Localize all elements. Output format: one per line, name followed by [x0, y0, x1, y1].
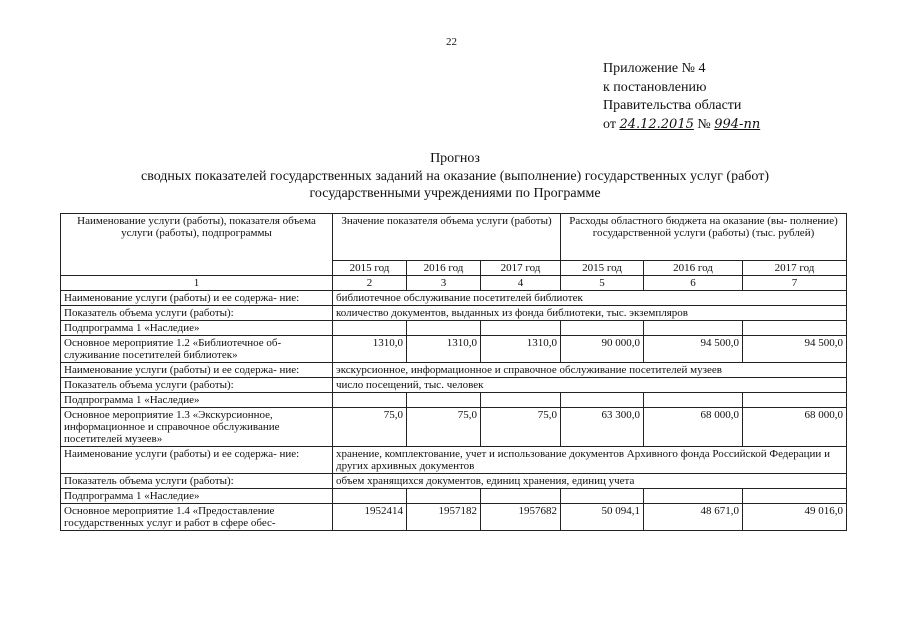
column-number: 6: [644, 276, 743, 291]
subprogram-label: Подпрограмма 1 «Наследие»: [61, 393, 333, 408]
service-value: хранение, комплектование, учет и использование документов Архивного фонда Российской Федерации и других архивных документов: [333, 447, 847, 474]
table-row: [61, 291, 847, 306]
subprogram-label: Подпрограмма 1 «Наследие»: [61, 321, 333, 336]
indicators-table: [60, 213, 847, 531]
column-number: 5: [561, 276, 644, 291]
column-number: 1: [61, 276, 333, 291]
table-row: [61, 306, 847, 321]
value-cell: 90 000,0: [561, 336, 644, 363]
table-row: [61, 474, 847, 489]
activity-label: Основное мероприятие 1.4 «Предоставление государственных услуг и работ в сфере обес-: [61, 504, 333, 531]
header-expenses-group: Расходы областного бюджета на оказание (вы- полнение) государственной услуги (работы) (тыс. рублей): [561, 214, 847, 261]
page-number: 22: [446, 36, 457, 48]
header-year: 2015 год: [333, 261, 407, 276]
value-cell: 1957182: [407, 504, 481, 531]
document-title: Прогноз: [430, 151, 480, 166]
column-number: 3: [407, 276, 481, 291]
handwritten-number: 994-пп: [714, 116, 761, 132]
column-number: 2: [333, 276, 407, 291]
header-year: 2015 год: [561, 261, 644, 276]
header-year: 2016 год: [644, 261, 743, 276]
value-cell: 68 000,0: [743, 408, 847, 447]
column-number: 4: [481, 276, 561, 291]
value-cell: 63 300,0: [561, 408, 644, 447]
value-cell: 49 016,0: [743, 504, 847, 531]
value-cell: 75,0: [333, 408, 407, 447]
activity-label: Основное мероприятие 1.2 «Библиотечное об- служивание посетителей библиотек»: [61, 336, 333, 363]
appendix-date-line: [603, 116, 760, 135]
table-row: [61, 363, 847, 378]
header-year: 2017 год: [743, 261, 847, 276]
header-year: 2016 год: [407, 261, 481, 276]
table-row: [61, 378, 847, 393]
document-subtitle-line1: сводных показателей государственных заданий на оказание (выполнение) государственных услуг (работ): [140, 169, 770, 184]
service-label: Наименование услуги (работы) и ее содержа- ние:: [61, 291, 333, 306]
indicator-label: Показатель объема услуги (работы):: [61, 306, 333, 321]
value-cell: 94 500,0: [644, 336, 743, 363]
from-label: от: [603, 116, 616, 132]
column-number: 7: [743, 276, 847, 291]
value-cell: 68 000,0: [644, 408, 743, 447]
table-row: [61, 393, 847, 408]
header-year: 2017 год: [481, 261, 561, 276]
value-cell: 1952414: [333, 504, 407, 531]
indicator-value: объем хранящихся документов, единиц хранения, единиц учета: [333, 474, 847, 489]
appendix-title: Приложение № 4: [603, 61, 706, 76]
value-cell: 94 500,0: [743, 336, 847, 363]
service-value: библиотечное обслуживание посетителей библиотек: [333, 291, 847, 306]
document-subtitle-line2: государственными учреждениями по Программе: [309, 186, 601, 201]
appendix-header: [603, 60, 760, 134]
value-cell: 1310,0: [407, 336, 481, 363]
value-cell: 50 094,1: [561, 504, 644, 531]
indicator-value: количество документов, выданных из фонда библиотеки, тыс. экземпляров: [333, 306, 847, 321]
value-cell: 48 671,0: [644, 504, 743, 531]
activity-label: Основное мероприятие 1.3 «Экскурсионное, информационное и справочное обслуживание посетителей музеев»: [61, 408, 333, 447]
indicator-value: число посещений, тыс. человек: [333, 378, 847, 393]
table-row: [61, 408, 847, 447]
service-label: Наименование услуги (работы) и ее содержа- ние:: [61, 447, 333, 474]
value-cell: 1310,0: [333, 336, 407, 363]
indicator-label: Показатель объема услуги (работы):: [61, 378, 333, 393]
table-row: [61, 504, 847, 531]
subprogram-label: Подпрограмма 1 «Наследие»: [61, 489, 333, 504]
value-cell: 1310,0: [481, 336, 561, 363]
service-label: Наименование услуги (работы) и ее содержа- ние:: [61, 363, 333, 378]
table-header-row: [61, 214, 847, 261]
appendix-resolution: к постановлению: [603, 79, 707, 95]
appendix-government: Правительства области: [603, 98, 742, 113]
header-service-name: Наименование услуги (работы), показателя объема услуги (работы), подпрограммы: [61, 214, 333, 276]
handwritten-date: 24.12.2015: [619, 116, 694, 132]
table-row: [61, 336, 847, 363]
value-cell: 75,0: [481, 408, 561, 447]
header-volume-group: Значение показателя объема услуги (работы): [333, 214, 561, 261]
indicator-label: Показатель объема услуги (работы):: [61, 474, 333, 489]
number-label: №: [697, 116, 711, 132]
table-row: [61, 447, 847, 474]
value-cell: 1957682: [481, 504, 561, 531]
table-row: [61, 321, 847, 336]
value-cell: 75,0: [407, 408, 481, 447]
table-row: [61, 489, 847, 504]
service-value: экскурсионное, информационное и справочное обслуживание посетителей музеев: [333, 363, 847, 378]
table-column-numbers-row: [61, 276, 847, 291]
